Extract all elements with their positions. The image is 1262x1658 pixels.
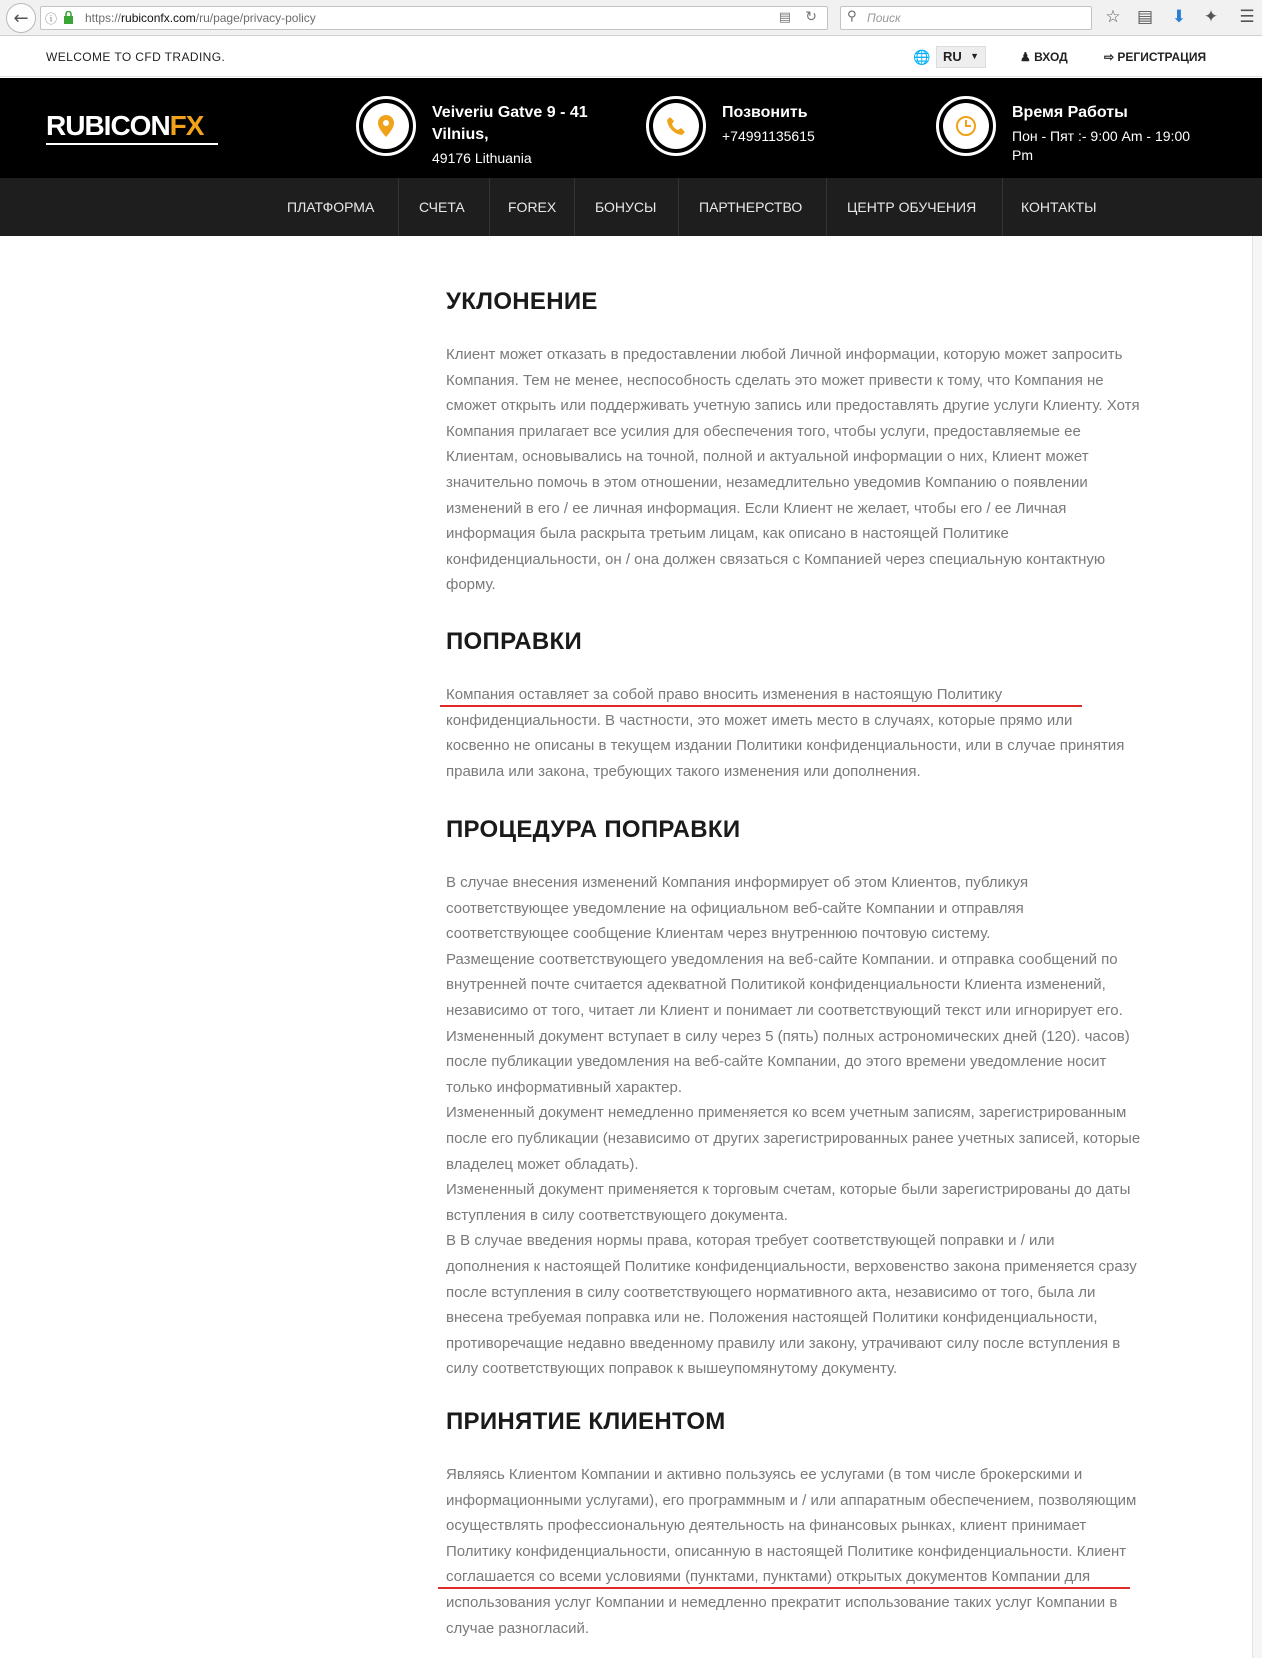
text-line: информация была раскрыта третьим лицам, как описано в настоящей Политике — [446, 525, 1009, 543]
text-line: Измененный документ немедленно применяется ко всем учетным записям, зарегистрированным — [446, 1104, 1127, 1122]
text-line: форму. — [446, 576, 496, 594]
nav-item-contacts[interactable]: КОНТАКТЫ — [1021, 199, 1097, 215]
addon-icon[interactable]: ✦ — [1203, 7, 1219, 27]
text-line: дополнения к настоящей Политике конфиденциальности, верховенство закона применяется сразу — [446, 1257, 1137, 1275]
text-line: владелец может обладать). — [446, 1155, 639, 1173]
login-link[interactable] — [1020, 50, 1068, 64]
download-icon[interactable]: ⬇ — [1171, 7, 1187, 27]
browser-toolbar — [0, 0, 1262, 36]
text-line: Клиентам, основывались на точной, полной и актуальной информации о них, Клиент может — [446, 448, 1089, 466]
text-line: внесена требуемая поправка или не. Положения настоящей Политики конфиденциальности, — [446, 1309, 1098, 1327]
url-prefix: https:// — [85, 11, 122, 25]
nav-item-partnership[interactable]: ПАРТНЕРСТВО — [699, 199, 803, 215]
chevron-down-icon: ▼ — [970, 51, 979, 61]
text-line: конфиденциальности, он / она должен связаться с Компанией через специальную контактную — [446, 550, 1106, 568]
logo-accent: FX — [169, 110, 204, 141]
text-line: после его публикации (независимо от других зарегистрированных ранее учетных записей, которые — [446, 1129, 1141, 1147]
section-title-amendments: ПОПРАВКИ — [446, 628, 583, 655]
nav-item-bonuses[interactable]: БОНУСЫ — [595, 199, 657, 215]
register-icon: ⇨ — [1104, 50, 1118, 64]
nav-divider — [678, 178, 679, 236]
text-line: противоречащие недавно введенному правилу или закону, утрачивают силу после вступления в — [446, 1334, 1121, 1352]
location-circle — [356, 96, 416, 156]
url-text[interactable] — [85, 11, 316, 25]
clock-circle — [936, 96, 996, 156]
language-select[interactable] — [936, 46, 986, 68]
globe-icon: 🌐 — [913, 50, 931, 66]
text-line: правила или закона, требующих такого изменения или дополнения. — [446, 762, 921, 780]
nav-divider — [489, 178, 490, 236]
page-scrollbar[interactable] — [1252, 236, 1262, 1658]
back-arrow-icon[interactable]: ← — [6, 3, 36, 33]
section-text-client-acceptance — [446, 1462, 1216, 1641]
text-line: силу соответствующих поправок к вышеупомянутому документу. — [446, 1360, 898, 1378]
section-text-amendments — [446, 682, 1216, 784]
text-line: Компания оставляет за собой право вносить изменения в настоящую Политику — [446, 686, 1003, 703]
url-domain: rubiconfx.com — [121, 11, 196, 25]
text-line: косвенно не описаны в текущем издании Политики конфиденциальности, или в случае принятия — [446, 737, 1125, 755]
text-line: осуществлять профессиональную деятельность на финансовых рынках, клиент принимает — [446, 1517, 1087, 1535]
text-line: Являясь Клиентом Компании и активно пользуясь ее услугами (в том числе брокерскими и — [446, 1466, 1083, 1483]
bookmark-star-icon[interactable]: ☆ — [1105, 7, 1121, 27]
map-pin-icon — [376, 114, 396, 138]
text-line: независимо от того, читает ли Клиент и понимает ли соответствующий текст или игнорирует его. — [446, 1001, 1123, 1019]
logo[interactable] — [46, 110, 218, 144]
section-title-client-acceptance: ПРИНЯТИЕ КЛИЕНТОМ — [446, 1408, 726, 1435]
text-line: конфиденциальности. В частности, это может иметь место в случаях, которые прямо или — [446, 711, 1073, 729]
nav-divider — [574, 178, 575, 236]
logo-underline — [46, 143, 218, 145]
address-bar[interactable] — [40, 6, 828, 30]
phone-title: Позвонить — [722, 104, 808, 121]
text-line: В случае внесения изменений Компания информирует об этом Клиентов, публикуя — [446, 874, 1029, 891]
user-icon: ♟ — [1020, 50, 1035, 64]
login-label: ВХОД — [1034, 50, 1068, 64]
text-line: соответствующее уведомление на официальном веб-сайте Компании и отправляя — [446, 899, 1024, 917]
hours-title: Время Работы — [1012, 104, 1128, 121]
text-line: сможет открыть или поддерживать учетную запись или предоставлять другие услуги Клиенту. Хотя — [446, 397, 1140, 415]
nav-item-forex[interactable]: FOREX — [508, 199, 557, 215]
search-input[interactable] — [840, 6, 1092, 30]
logo-text: RUBICON — [46, 110, 170, 141]
text-line: Клиент может отказать в предоставлении любой Личной информации, которую может запросить — [446, 346, 1123, 363]
text-line: соглашается со всеми условиями (пунктами, пунктами) открытых документов Компании для — [446, 1568, 1091, 1586]
annotation-underline — [440, 705, 1082, 707]
section-text-opt-out — [446, 342, 1216, 598]
text-line: соответствующее сообщение Клиентам через внутреннюю почтовую систему. — [446, 925, 991, 943]
language-value: RU — [943, 49, 962, 64]
main-nav — [0, 178, 1262, 236]
bookmarks-list-icon[interactable]: ▤ — [1136, 7, 1154, 27]
text-line: после вступления в силу соответствующего нормативного акта, независимо от того, была ли — [446, 1283, 1096, 1301]
text-line: после публикации уведомления на веб-сайте Компании, до этого времени уведомление носит — [446, 1053, 1107, 1071]
reader-view-icon[interactable]: ▤ — [778, 10, 791, 25]
section-text-amendment-procedure — [446, 870, 1216, 1382]
address-line2: Vilnius, — [432, 126, 489, 143]
reload-icon[interactable]: ↻ — [805, 9, 817, 25]
menu-icon[interactable]: ☰ — [1239, 7, 1255, 27]
nav-divider — [826, 178, 827, 236]
text-line: Размещение соответствующего уведомления на веб-сайте Компании. и отправка сообщений по — [446, 950, 1118, 968]
search-icon: ⚲ — [847, 9, 857, 24]
search-placeholder: Поиск — [867, 11, 901, 25]
text-line: Компания прилагает все усилия для обеспечения того, чтобы услуги, предоставляемые ее — [446, 422, 1081, 440]
register-link[interactable] — [1104, 50, 1206, 64]
address-line3: 49176 Lithuania — [432, 150, 532, 166]
section-title-opt-out: УКЛОНЕНИЕ — [446, 288, 598, 315]
text-line: вступления в силу соответствующего документа. — [446, 1206, 788, 1224]
nav-item-accounts[interactable]: СЧЕТА — [419, 199, 465, 215]
text-line: изменений в его / ее личная информация. Если Клиент не желает, чтобы его / ее Личная — [446, 499, 1067, 517]
annotation-underline — [438, 1587, 1130, 1589]
text-line: внутренней почте считается адекватной Политикой конфиденциальности Клиента изменений, — [446, 976, 1106, 994]
lock-icon — [63, 11, 74, 24]
welcome-text: WELCOME TO CFD TRADING. — [46, 50, 226, 64]
nav-divider — [1002, 178, 1003, 236]
address-line1: Veiveriu Gatve 9 - 41 — [432, 104, 588, 121]
text-line: Политику конфиденциальности, описанную в настоящей Политике конфиденциальности. Клиент — [446, 1542, 1127, 1560]
text-line: использования услуг Компании и немедленно прекратит использование таких услуг Компании в — [446, 1593, 1118, 1611]
nav-item-education[interactable]: ЦЕНТР ОБУЧЕНИЯ — [847, 199, 977, 215]
text-line: Измененный документ применяется к торговым счетам, которые были зарегистрированы до даты — [446, 1181, 1131, 1199]
text-line: только информативный характер. — [446, 1078, 683, 1096]
hours-line2: Pm — [1012, 147, 1033, 163]
text-line: случае разногласий. — [446, 1619, 590, 1637]
text-line: В В случае введения нормы права, которая требует соответствующей поправки и / или — [446, 1232, 1055, 1250]
section-title-amendment-procedure: ПРОЦЕДУРА ПОПРАВКИ — [446, 816, 741, 843]
phone-icon — [665, 115, 687, 137]
text-line: Компания. Тем не менее, неспособность сделать это может привести к тому, что Компания не — [446, 371, 1104, 389]
welcome-bar — [0, 37, 1262, 77]
nav-divider — [398, 178, 399, 236]
text-line: Измененный документ вступает в силу через 5 (пять) полных астрономических дней (120). часов) — [446, 1027, 1130, 1045]
register-label: РЕГИСТРАЦИЯ — [1117, 50, 1207, 64]
hours-line1: Пон - Пят :- 9:00 Am - 19:00 — [1012, 128, 1191, 144]
clock-icon — [954, 114, 978, 138]
phone-number[interactable]: +74991135615 — [722, 128, 815, 144]
url-path: /ru/page/privacy-policy — [195, 11, 316, 25]
phone-circle — [646, 96, 706, 156]
text-line: значительно помочь в этом отношении, незамедлительно уведомив Компанию о появлении — [446, 473, 1088, 491]
info-icon[interactable]: ⓘ — [45, 12, 58, 26]
nav-item-platform[interactable]: ПЛАТФОРМА — [287, 199, 375, 215]
site-header — [0, 78, 1262, 178]
text-line: информационными услугами), его программным и / или аппаратным обеспечением, позволяющим — [446, 1491, 1137, 1509]
